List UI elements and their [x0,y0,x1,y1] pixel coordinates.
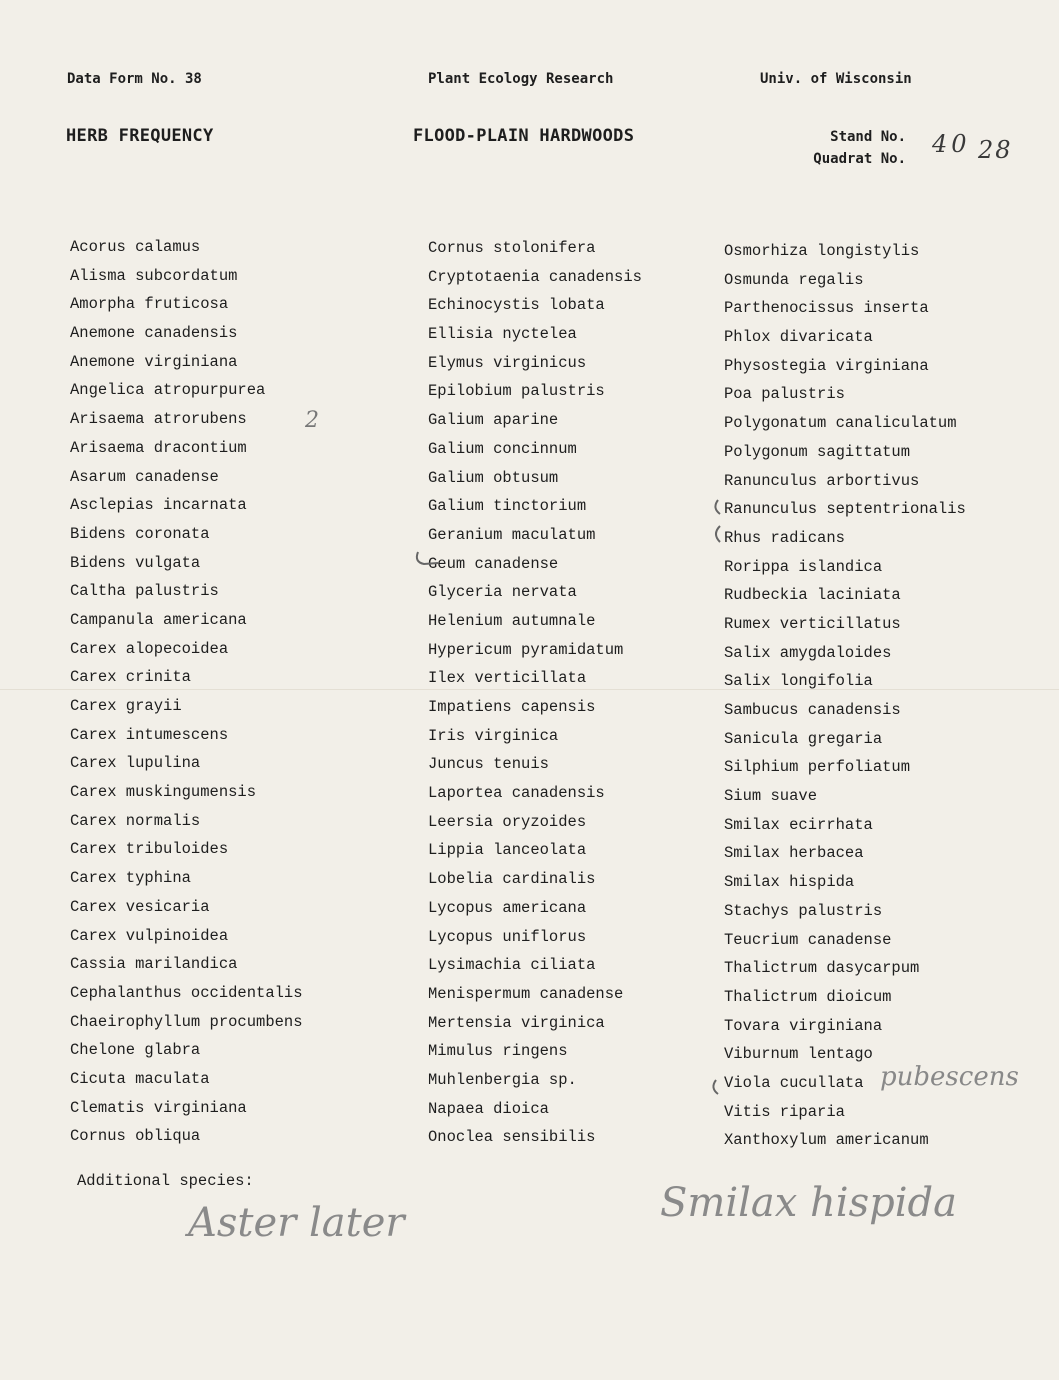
quadrat-label: Quadrat No. [813,151,906,167]
species-item: Carex normalis [70,811,201,830]
species-item: Ranunculus septentrionalis [724,500,966,519]
species-item: Campanula americana [70,610,247,629]
ranunculus-rhus-check-marks [708,496,734,552]
species-item: Helenium autumnale [428,611,596,630]
species-item: Galium concinnum [428,439,577,458]
species-item: Smilax herbacea [724,844,864,863]
quadrat-number-handwritten: 28 [978,136,1013,164]
species-item: Osmorhiza longistylis [724,242,920,260]
arisaema-tally-handwritten: 2 [305,408,319,433]
species-item: Tovara virginiana [724,1016,883,1035]
form-title: HERB FREQUENCY [66,126,214,146]
species-item: Smilax hispida [724,873,855,892]
species-item: Carex tribuloides [70,840,229,859]
species-item: Carex alopecoidea [70,639,229,658]
species-item: Viola cucullata [724,1073,864,1092]
university-label: Univ. of Wisconsin [760,71,912,87]
species-item: Lycopus uniflorus [428,927,587,946]
species-item: Cornus obliqua [70,1127,201,1146]
species-item: Cicuta maculata [70,1069,210,1088]
species-item: Carex muskingumensis [70,783,257,802]
species-item: Xanthoxylum americanum [724,1131,929,1150]
species-item: Ellisia nyctelea [428,325,577,344]
species-column-1 [70,233,303,1151]
species-item: Acorus calamus [70,238,201,256]
species-item: Epilobium palustris [428,382,605,401]
species-item: Cassia marilandica [70,955,238,974]
form-number: Data Form No. 38 [67,71,202,87]
species-item: Mimulus ringens [428,1042,568,1061]
species-item: Galium obtusum [428,468,559,487]
additional-species-handwritten-1: Aster later [188,1200,405,1246]
species-item: Viburnum lentago [724,1045,873,1064]
species-item: Onoclea sensibilis [428,1128,596,1147]
species-item: Iris virginica [428,726,559,745]
species-item: Asclepias incarnata [70,496,247,515]
species-item: Menispermum canadense [428,984,624,1003]
stand-quadrat-labels [800,126,906,170]
species-item: Arisaema dracontium [70,438,247,457]
species-item: Silphium perfoliatum [724,758,911,777]
species-item: Phlox divaricata [724,328,873,347]
species-item: Impatiens capensis [428,698,596,716]
research-label: Plant Ecology Research [428,71,614,87]
species-item: Smilax ecirrhata [724,815,873,834]
geum-check-mark [412,548,442,572]
species-item: Thalictrum dasycarpum [724,959,920,978]
viola-note-handwritten: pubescens [880,1062,1019,1092]
species-item: Caltha palustris [70,582,219,601]
species-item: Stachys palustris [724,901,883,920]
species-item: Carex vesicaria [70,897,210,916]
species-item: Muhlenbergia sp. [428,1070,577,1089]
species-item: Salix longifolia [724,672,873,691]
species-item: Osmunda regalis [724,270,864,289]
species-item: Cephalanthus occidentalis [70,983,303,1002]
species-item: Carex typhina [70,869,191,888]
species-column-3 [724,237,966,1155]
species-item: Leersia oryzoides [428,812,587,831]
species-item: Elymus virginicus [428,353,587,372]
species-item: Rudbeckia laciniata [724,586,901,605]
species-item: Poa palustris [724,385,845,404]
species-item: Teucrium canadense [724,930,892,949]
viola-check-mark [706,1076,728,1100]
species-item: Cornus stolonifera [428,239,596,257]
species-item: Carex crinita [70,668,191,687]
species-item: Amorpha fruticosa [70,295,229,314]
species-item: Chaeirophyllum procumbens [70,1012,303,1031]
species-column-2 [428,234,642,1152]
species-item: Carex grayii [70,697,182,715]
species-item: Rhus radicans [724,528,845,547]
species-item: Chelone glabra [70,1041,201,1060]
species-item: Lycopus americana [428,898,587,917]
species-item: Lobelia cardinalis [428,870,596,889]
species-item: Alisma subcordatum [70,266,238,285]
species-item: Vitis riparia [724,1102,845,1121]
species-item: Lysimachia ciliata [428,956,596,975]
species-item: Polygonum sagittatum [724,442,911,461]
species-item: Anemone canadensis [70,324,238,343]
species-item: Napaea dioica [428,1099,549,1118]
species-item: Rumex verticillatus [724,614,901,633]
species-item: Asarum canadense [70,467,219,486]
species-item: Juncus tenuis [428,755,549,774]
species-item: Cryptotaenia canadensis [428,267,642,286]
species-item: Thalictrum dioicum [724,987,892,1006]
species-item: Carex lupulina [70,754,201,773]
species-item: Physostegia virginiana [724,356,929,375]
species-item: Glyceria nervata [428,583,577,602]
species-item: Parthenocissus inserta [724,299,929,318]
species-item: Galium aparine [428,411,559,430]
species-item: Ranunculus arbortivus [724,471,920,490]
species-item: Geum canadense [428,554,559,573]
species-item: Sambucus canadensis [724,701,901,719]
species-item: Mertensia virginica [428,1013,605,1032]
species-item: Laportea canadensis [428,784,605,803]
species-item: Arisaema atrorubens [70,410,247,429]
species-item: Sanicula gregaria [724,729,883,748]
species-item: Bidens vulgata [70,553,201,572]
additional-species-label: Additional species: [77,1172,254,1190]
species-item: Ilex verticillata [428,669,587,688]
species-item: Bidens coronata [70,524,210,543]
stand-number-handwritten: 40 [932,130,971,158]
species-item: Polygonatum canaliculatum [724,414,957,433]
species-item: Sium suave [724,787,818,806]
species-item: Galium tinctorium [428,497,587,516]
community-title: FLOOD-PLAIN HARDWOODS [413,126,635,146]
species-item: Carex intumescens [70,725,229,744]
species-item: Rorippa islandica [724,557,883,576]
stand-label: Stand No. [830,129,906,145]
species-item: Lippia lanceolata [428,841,587,860]
species-item: Geranium maculatum [428,525,596,544]
species-item: Angelica atropurpurea [70,381,266,400]
species-item: Echinocystis lobata [428,296,605,315]
species-item: Anemone virginiana [70,352,238,371]
species-item: Salix amygdaloides [724,643,892,662]
species-item: Carex vulpinoidea [70,926,229,945]
additional-species-handwritten-2: Smilax hispida [660,1180,957,1226]
species-item: Hypericum pyramidatum [428,640,624,659]
species-item: Clematis virginiana [70,1098,247,1117]
